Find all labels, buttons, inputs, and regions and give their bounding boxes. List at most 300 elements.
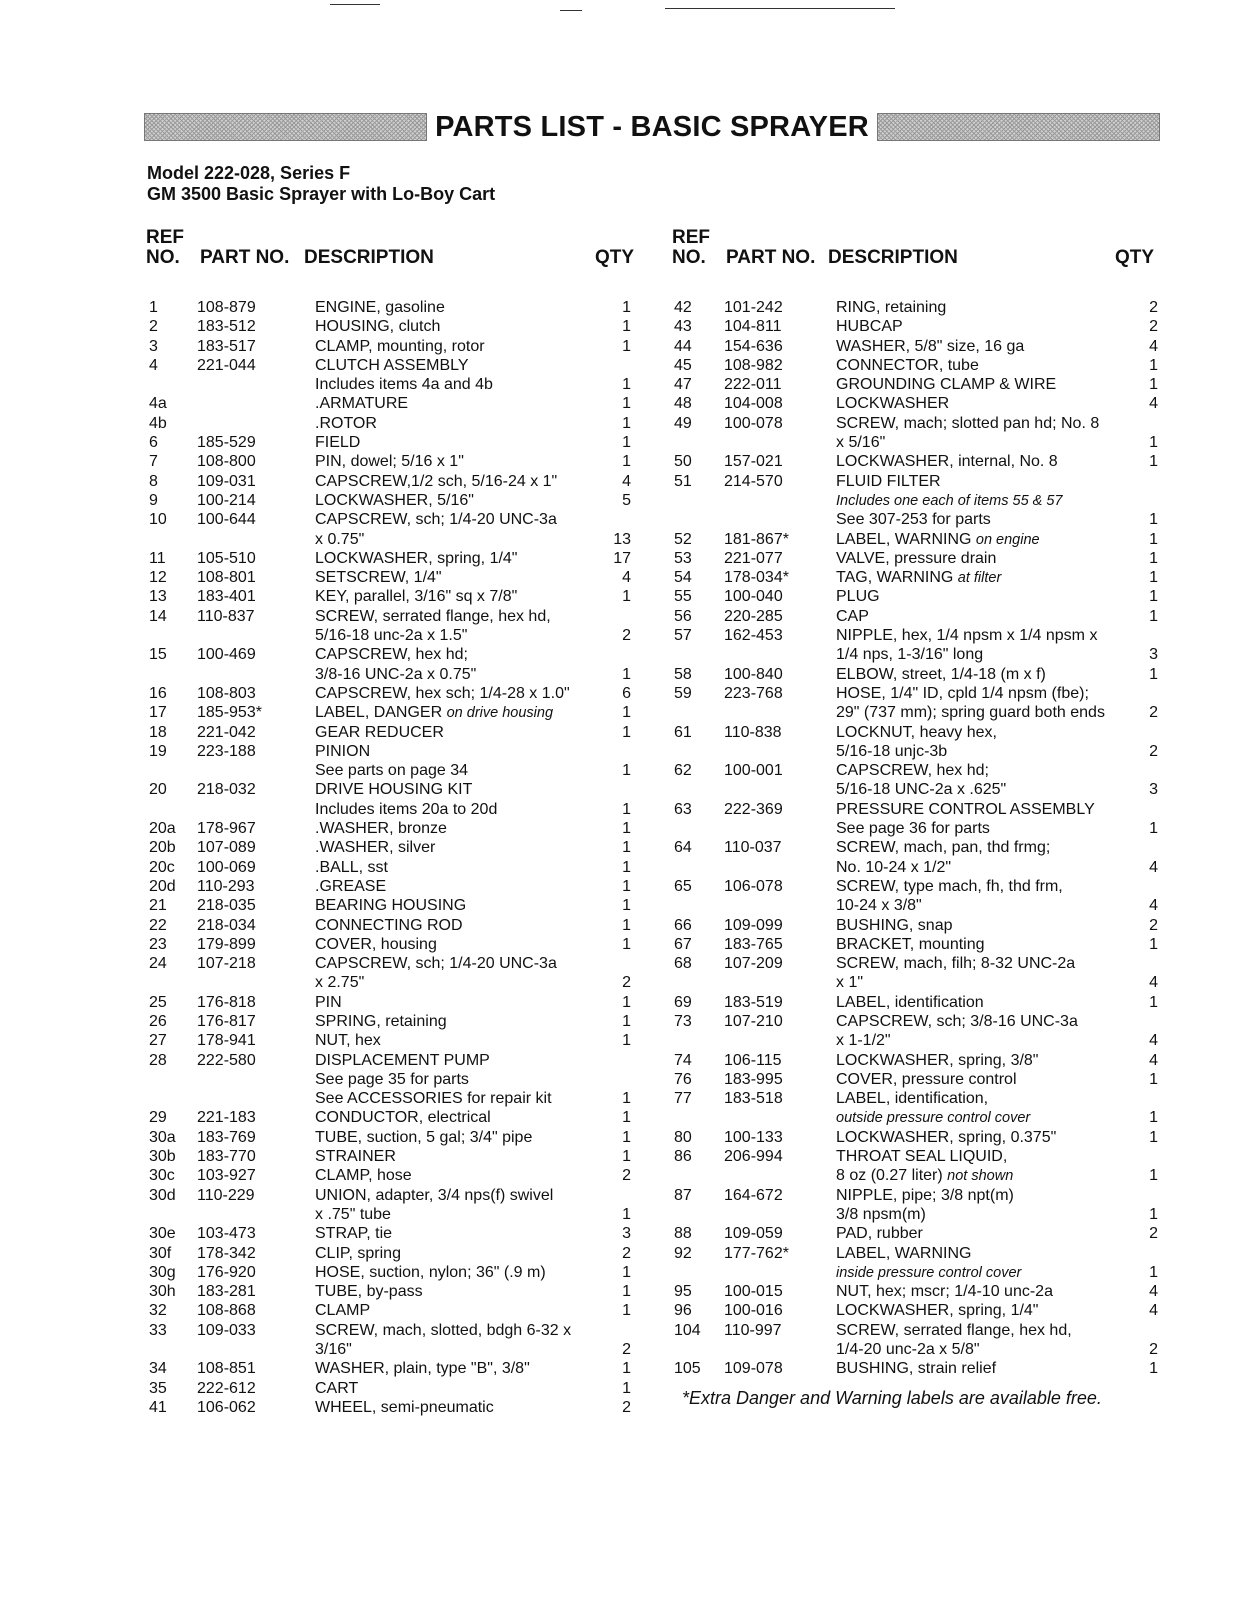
description-text: CLUTCH ASSEMBLY — [315, 356, 469, 374]
part-no-cell: 103-927 — [197, 1167, 256, 1185]
qty-cell: 1 — [622, 800, 631, 818]
description-text: CAPSCREW,1/2 sch, 5/16-24 x 1" — [315, 472, 558, 490]
table-row — [149, 1186, 649, 1205]
ref-cell: 43 — [674, 318, 692, 336]
ref-header: REF — [672, 227, 710, 248]
description-text: TAG, WARNING — [836, 569, 954, 587]
table-row — [149, 298, 649, 317]
table-row — [674, 510, 1164, 529]
ref-cell: 4b — [149, 414, 167, 432]
ref-cell: 28 — [149, 1051, 167, 1069]
part-no-cell: 100-840 — [724, 665, 783, 683]
description-cell — [836, 298, 946, 317]
parts-table-right — [674, 298, 1164, 1379]
qty-cell: 1 — [622, 1263, 631, 1281]
description-text: HOUSING, clutch — [315, 318, 441, 336]
qty-cell: 1 — [622, 877, 631, 895]
description-text: 29" (737 mm); spring guard both ends — [836, 704, 1105, 722]
description-text: WHEEL, semi-pneumatic — [315, 1398, 494, 1416]
ref-cell: 77 — [674, 1090, 692, 1108]
table-row — [149, 1012, 649, 1031]
description-cell — [315, 1089, 552, 1108]
ref-cell: 17 — [149, 704, 167, 722]
ref-cell: 47 — [674, 376, 692, 394]
description-text: COVER, pressure control — [836, 1070, 1017, 1088]
table-row — [149, 549, 649, 568]
description-text: .ROTOR — [315, 414, 377, 432]
ref-cell: 57 — [674, 627, 692, 645]
qty-cell: 1 — [622, 376, 631, 394]
description-cell — [315, 954, 557, 973]
description-cell — [315, 877, 386, 896]
ref-cell: 2 — [149, 318, 158, 336]
table-row — [149, 510, 649, 529]
part-no-header: PART NO. — [726, 247, 816, 268]
description-cell — [836, 510, 991, 529]
ref-cell: 48 — [674, 395, 692, 413]
description-note: on engine — [975, 531, 1040, 548]
table-row — [674, 742, 1164, 761]
ref-cell: 14 — [149, 607, 167, 625]
description-text: CLAMP — [315, 1302, 371, 1320]
qty-cell: 2 — [1149, 916, 1158, 934]
ref-cell: 68 — [674, 955, 692, 973]
table-row — [674, 1263, 1164, 1282]
description-text: HUBCAP — [836, 318, 903, 336]
description-cell — [836, 1282, 1053, 1301]
description-text: CONDUCTOR, electrical — [315, 1109, 491, 1127]
part-no-cell: 183-401 — [197, 588, 256, 606]
description-text: Includes items 20a to 20d — [315, 800, 498, 818]
part-no-cell: 101-242 — [724, 299, 783, 316]
part-no-cell: 100-078 — [724, 414, 783, 432]
description-text: GROUNDING CLAMP & WIRE — [836, 376, 1057, 394]
part-no-cell: 106-115 — [724, 1051, 782, 1069]
description-text: CLAMP, hose — [315, 1167, 412, 1185]
description-cell — [315, 723, 444, 742]
table-row — [149, 394, 649, 413]
description-text: DISPLACEMENT PUMP — [315, 1051, 490, 1069]
ref-cell: 96 — [674, 1302, 692, 1320]
part-no-cell: 218-032 — [197, 781, 256, 799]
part-no-cell: 221-077 — [724, 549, 783, 567]
description-cell — [836, 433, 885, 452]
description-cell — [315, 896, 466, 915]
description-note: at filter — [957, 570, 1002, 587]
table-row — [149, 742, 649, 761]
description-cell — [836, 935, 985, 954]
part-no-cell: 221-183 — [197, 1109, 256, 1127]
table-row — [674, 1051, 1164, 1070]
part-no-cell: 109-033 — [197, 1321, 256, 1339]
description-text: See page 36 for parts — [836, 820, 990, 838]
description-cell — [836, 1244, 971, 1263]
table-row — [674, 549, 1164, 568]
part-no-cell: 104-811 — [724, 318, 782, 336]
ref-cell: 10 — [149, 511, 167, 529]
part-no-cell: 222-369 — [724, 800, 783, 818]
table-row — [149, 780, 649, 799]
table-row — [149, 684, 649, 703]
description-text: x 1-1/2" — [836, 1032, 891, 1050]
description-cell — [315, 1379, 358, 1398]
description-text: .WASHER, silver — [315, 839, 436, 857]
description-text: CAPSCREW, sch; 1/4-20 UNC-3a — [315, 955, 557, 973]
table-row — [149, 877, 649, 896]
description-text: LABEL, DANGER — [315, 704, 443, 722]
qty-cell: 3 — [622, 1225, 631, 1243]
title-bar — [144, 108, 1160, 146]
description-text: 1/4 nps, 1-3/16" long — [836, 646, 984, 664]
description-text: SCREW, serrated flange, hex hd, — [836, 1321, 1072, 1339]
ref-cell: 34 — [149, 1360, 167, 1378]
description-text: LOCKWASHER, spring, 0.375" — [836, 1128, 1057, 1146]
ref-cell: 51 — [674, 472, 692, 490]
description-text: See ACCESSORIES for repair kit — [315, 1090, 552, 1108]
description-cell — [315, 780, 472, 799]
qty-cell: 1 — [622, 723, 631, 741]
description-text: .ARMATURE — [315, 395, 409, 413]
qty-cell: 1 — [622, 1283, 631, 1301]
description-cell — [836, 703, 1105, 722]
description-text: x 0.75" — [315, 530, 365, 548]
qty-cell: 1 — [1149, 549, 1158, 567]
ref-cell: 45 — [674, 356, 692, 374]
qty-cell: 1 — [622, 858, 631, 876]
qty-cell: 1 — [622, 665, 631, 683]
ref-cell: 12 — [149, 569, 167, 587]
description-cell — [836, 1224, 923, 1243]
qty-cell: 13 — [613, 530, 631, 548]
description-cell — [315, 916, 463, 935]
table-row — [149, 1398, 649, 1417]
description-cell — [315, 1108, 491, 1127]
qty-cell: 1 — [1149, 453, 1158, 471]
table-row — [149, 1321, 649, 1340]
table-row — [149, 993, 649, 1012]
table-row — [149, 645, 649, 664]
qty-cell: 2 — [1149, 704, 1158, 722]
description-text: RING, retaining — [836, 299, 947, 316]
table-row — [674, 1128, 1164, 1147]
qty-cell: 1 — [1149, 935, 1158, 953]
ref-cell: 4a — [149, 395, 167, 413]
description-cell — [836, 973, 863, 992]
description-text: 3/8-16 UNC-2a x 0.75" — [315, 665, 477, 683]
description-cell — [315, 1321, 571, 1340]
table-row — [674, 433, 1164, 452]
part-no-cell: 177-762* — [724, 1244, 789, 1262]
description-cell — [315, 1128, 532, 1147]
ref-cell: 74 — [674, 1051, 692, 1069]
qty-cell: 1 — [1149, 1070, 1158, 1088]
qty-cell: 1 — [622, 395, 631, 413]
description-cell — [315, 1051, 490, 1070]
description-cell — [836, 414, 1099, 433]
description-text: GEAR REDUCER — [315, 723, 444, 741]
qty-cell: 1 — [1149, 356, 1158, 374]
part-no-cell: 183-518 — [724, 1090, 783, 1108]
ref-cell: 95 — [674, 1283, 692, 1301]
description-cell — [836, 1186, 1014, 1205]
table-row — [149, 414, 649, 433]
qty-cell: 2 — [1149, 299, 1158, 316]
description-cell — [315, 510, 557, 529]
description-text: LABEL, WARNING — [836, 530, 972, 548]
table-row — [149, 1031, 649, 1050]
description-text: NIPPLE, pipe; 3/8 npt(m) — [836, 1186, 1014, 1204]
table-row — [149, 1108, 649, 1127]
ref-cell: 20c — [149, 858, 175, 876]
description-text: LOCKWASHER, spring, 1/4" — [836, 1302, 1039, 1320]
ref-cell: 13 — [149, 588, 167, 606]
table-row — [674, 877, 1164, 896]
part-no-cell: 178-967 — [197, 820, 256, 838]
description-cell — [315, 645, 468, 664]
ref-cell: 63 — [674, 800, 692, 818]
part-no-cell: 100-040 — [724, 588, 783, 606]
qty-cell: 4 — [1149, 337, 1158, 355]
table-row — [149, 607, 649, 626]
table-row — [674, 375, 1164, 394]
part-no-cell: 100-001 — [724, 762, 783, 780]
part-no-cell: 183-517 — [197, 337, 256, 355]
description-cell — [836, 993, 984, 1012]
description-text: 3/8 npsm(m) — [836, 1205, 926, 1223]
qty-cell: 3 — [1149, 781, 1158, 799]
ref-cell: 67 — [674, 935, 692, 953]
page-title: PARTS LIST - BASIC SPRAYER — [435, 110, 869, 143]
part-no-cell: 176-817 — [197, 1012, 256, 1030]
part-no-cell: 185-953* — [197, 704, 262, 722]
table-row — [149, 1051, 649, 1070]
description-text: LOCKWASHER, internal, No. 8 — [836, 453, 1058, 471]
description-text: See page 35 for parts — [315, 1070, 469, 1088]
part-no-cell: 103-473 — [197, 1225, 256, 1243]
description-text: PIN — [315, 993, 342, 1011]
table-row — [149, 838, 649, 857]
description-cell — [315, 607, 551, 626]
ref-cell: 50 — [674, 453, 692, 471]
ref-cell: 25 — [149, 993, 167, 1011]
table-row — [149, 703, 649, 722]
part-no-cell: 183-281 — [197, 1283, 256, 1301]
description-text: 10-24 x 3/8" — [836, 897, 922, 915]
description-text: TUBE, suction, 5 gal; 3/4" pipe — [315, 1128, 533, 1146]
part-no-cell: 110-997 — [724, 1321, 782, 1339]
qty-cell: 4 — [1149, 897, 1158, 915]
table-row — [149, 723, 649, 742]
ref-cell: 52 — [674, 530, 692, 548]
description-cell — [315, 703, 553, 723]
part-no-cell: 106-062 — [197, 1398, 256, 1416]
qty-cell: 1 — [622, 299, 631, 316]
table-row — [674, 1321, 1164, 1340]
description-text: NUT, hex — [315, 1032, 381, 1050]
description-text: CONNECTOR, tube — [836, 356, 979, 374]
table-row — [149, 1166, 649, 1185]
qty-cell: 1 — [1149, 665, 1158, 683]
ref-cell: 29 — [149, 1109, 167, 1127]
description-text: .WASHER, bronze — [315, 820, 447, 838]
description-cell — [315, 530, 364, 549]
description-note: inside pressure control cover — [836, 1264, 1022, 1281]
qty-cell: 2 — [622, 627, 631, 645]
description-cell — [836, 626, 1097, 645]
description-cell — [315, 858, 388, 877]
description-text: ENGINE, gasoline — [315, 299, 445, 316]
ref-cell: 30g — [149, 1263, 176, 1281]
ref-cell: 61 — [674, 723, 692, 741]
description-text: SCREW, type mach, fh, thd frm, — [836, 877, 1063, 895]
table-row — [674, 298, 1164, 317]
table-row — [149, 356, 649, 375]
description-cell — [315, 375, 493, 394]
ref-cell: 6 — [149, 434, 158, 452]
description-cell — [315, 935, 437, 954]
part-no-cell: 223-768 — [724, 684, 783, 702]
qty-cell: 1 — [622, 1205, 631, 1223]
table-row — [674, 973, 1164, 992]
description-text: NIPPLE, hex, 1/4 npsm x 1/4 npsm x — [836, 627, 1098, 645]
description-cell — [315, 317, 440, 336]
ref-cell: 20b — [149, 839, 176, 857]
ref-cell: 20a — [149, 820, 176, 838]
description-text: STRAP, tie — [315, 1225, 393, 1243]
table-row — [674, 954, 1164, 973]
ref-cell: 80 — [674, 1128, 692, 1146]
table-row — [149, 1070, 649, 1089]
description-cell — [315, 1224, 392, 1243]
description-text: HOSE, suction, nylon; 36" (.9 m) — [315, 1263, 546, 1281]
description-cell — [836, 780, 1006, 799]
description-cell — [315, 356, 469, 375]
ref-cell: 23 — [149, 935, 167, 953]
table-row — [149, 973, 649, 992]
description-text: SETSCREW, 1/4" — [315, 569, 442, 587]
table-row — [149, 954, 649, 973]
ref-cell: 30b — [149, 1148, 176, 1166]
part-no-cell: 176-818 — [197, 993, 256, 1011]
part-no-cell: 100-015 — [724, 1283, 783, 1301]
description-text: LOCKWASHER, spring, 3/8" — [836, 1051, 1039, 1069]
table-row — [674, 1108, 1164, 1127]
part-no-cell: 183-770 — [197, 1148, 256, 1166]
description-text: .GREASE — [315, 877, 387, 895]
ref-header: REF — [146, 227, 184, 248]
qty-cell: 2 — [1149, 742, 1158, 760]
part-no-cell: 162-453 — [724, 627, 783, 645]
description-text: PRESSURE CONTROL ASSEMBLY — [836, 800, 1095, 818]
description-text: CAP — [836, 607, 869, 625]
qty-cell: 1 — [622, 1360, 631, 1378]
table-row — [674, 645, 1164, 664]
description-cell — [315, 742, 370, 761]
ref-cell: 1 — [149, 299, 158, 316]
description-text: No. 10-24 x 1/2" — [836, 858, 952, 876]
description-cell — [315, 1166, 412, 1185]
qty-cell: 1 — [622, 935, 631, 953]
description-cell — [836, 819, 990, 838]
description-text: Includes items 4a and 4b — [315, 376, 493, 394]
table-row — [674, 607, 1164, 626]
model-info — [147, 163, 495, 205]
qty-cell: 1 — [1149, 376, 1158, 394]
description-cell — [836, 723, 997, 742]
qty-cell: 1 — [622, 1302, 631, 1320]
description-cell — [836, 394, 949, 413]
ref-cell: 27 — [149, 1032, 167, 1050]
part-no-cell: 222-011 — [724, 376, 782, 394]
table-row — [674, 626, 1164, 645]
table-row — [149, 375, 649, 394]
table-row — [674, 452, 1164, 471]
qty-cell: 1 — [622, 993, 631, 1011]
title-hatch-right — [877, 113, 1160, 141]
description-text: CONNECTING ROD — [315, 916, 463, 934]
table-row — [674, 1301, 1164, 1320]
qty-cell: 1 — [622, 762, 631, 780]
description-text: SCREW, mach, pan, thd frmg; — [836, 839, 1051, 857]
description-cell — [315, 838, 435, 857]
qty-cell: 1 — [1149, 1128, 1158, 1146]
ref-cell: 87 — [674, 1186, 692, 1204]
description-cell — [315, 298, 445, 317]
description-cell — [836, 877, 1063, 896]
description-text: 1/4-20 unc-2a x 5/8" — [836, 1341, 980, 1359]
description-text: See parts on page 34 — [315, 762, 469, 780]
part-no-cell: 110-838 — [724, 723, 782, 741]
table-row — [149, 626, 649, 645]
table-row — [674, 703, 1164, 722]
part-no-cell: 222-580 — [197, 1051, 256, 1069]
qty-cell: 1 — [622, 1090, 631, 1108]
ref-cell: 49 — [674, 414, 692, 432]
part-no-cell: 100-469 — [197, 646, 256, 664]
description-text: SPRING, retaining — [315, 1012, 447, 1030]
description-cell — [836, 1089, 988, 1108]
ref-cell: 20 — [149, 781, 167, 799]
table-row — [674, 491, 1164, 510]
description-header: DESCRIPTION — [304, 247, 434, 268]
model-description: GM 3500 Basic Sprayer with Lo-Boy Cart — [147, 184, 496, 204]
description-text: 5/16-18 UNC-2a x .625" — [836, 781, 1007, 799]
qty-cell: 1 — [1149, 1360, 1158, 1378]
description-text: DRIVE HOUSING KIT — [315, 781, 473, 799]
table-row — [674, 1012, 1164, 1031]
part-no-cell: 109-078 — [724, 1360, 783, 1378]
description-cell — [836, 645, 983, 664]
description-note: not shown — [947, 1168, 1014, 1185]
model-line: Model 222-028, Series F — [147, 163, 351, 183]
description-cell — [836, 587, 880, 606]
description-text: CAPSCREW, sch; 1/4-20 UNC-3a — [315, 511, 557, 529]
part-no-cell: 218-035 — [197, 897, 256, 915]
table-row — [674, 1359, 1164, 1378]
description-cell — [836, 1359, 996, 1378]
description-cell — [836, 954, 1075, 973]
ref-cell: 11 — [149, 549, 166, 567]
description-text: VALVE, pressure drain — [836, 549, 997, 567]
qty-cell: 5 — [622, 491, 631, 509]
ref-cell: 66 — [674, 916, 692, 934]
qty-cell: 2 — [622, 1167, 631, 1185]
description-cell — [836, 1301, 1038, 1320]
description-text: ELBOW, street, 1/4-18 (m x f) — [836, 665, 1046, 683]
table-row — [674, 780, 1164, 799]
table-row — [674, 1089, 1164, 1108]
description-cell — [315, 1070, 469, 1089]
